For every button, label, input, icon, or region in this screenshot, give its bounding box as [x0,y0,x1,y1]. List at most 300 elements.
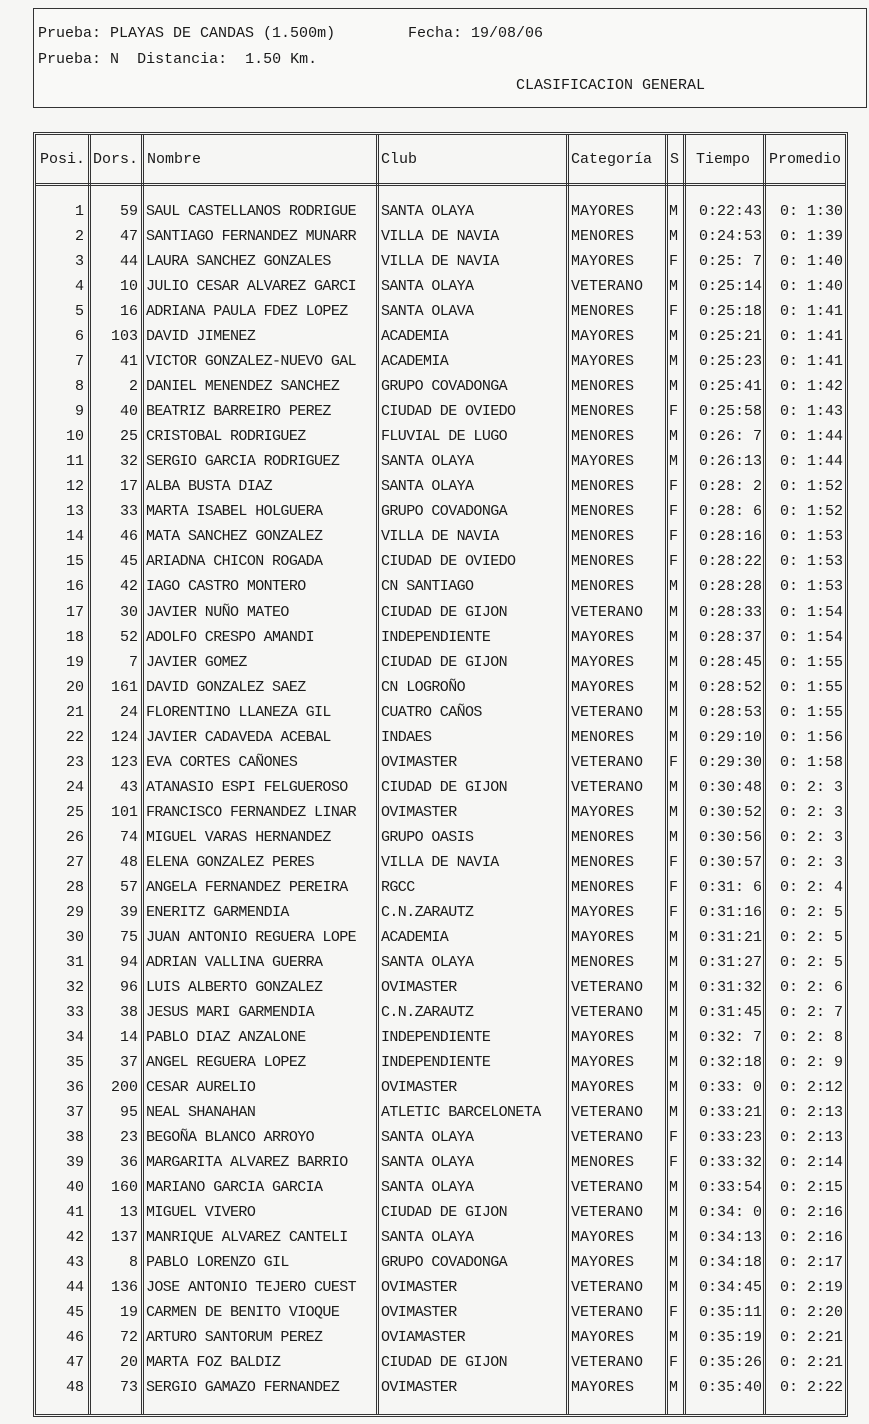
cell-categoria: VETERANO [571,603,644,621]
cell-categoria: MAYORES [571,1329,635,1347]
cell-promedio: 0: 1:55 [779,653,843,671]
cell-sexo: M [669,228,679,246]
cell-dors: 8 [128,1254,138,1272]
cell-categoria: MENORES [571,403,635,421]
table-row [36,1300,845,1325]
prueba-name: PLAYAS DE CANDAS (1.500m) [110,25,336,42]
cell-dors: 30 [119,603,138,621]
table-row [36,1375,845,1400]
cell-tiempo: 0:30:48 [698,778,762,796]
cell-posi: 43 [65,1254,84,1272]
table-row [36,274,845,299]
cell-posi: 12 [65,478,84,496]
cell-nombre: JAVIER GOMEZ [146,653,247,671]
cell-sexo: M [669,578,679,596]
cell-posi: 44 [65,1279,84,1297]
cell-dors: 44 [119,253,138,271]
distance-line [38,51,317,69]
cell-nombre: ALBA BUSTA DIAZ [146,478,273,496]
column-header-categoria: Categoría [571,151,653,168]
cell-promedio: 0: 1:39 [779,228,843,246]
cell-club: CIUDAD DE GIJON [381,603,508,621]
cell-dors: 103 [110,328,138,346]
cell-posi: 13 [65,503,84,521]
table-row [36,900,845,925]
cell-promedio: 0: 1:40 [779,253,843,271]
cell-club: RGCC [381,878,415,896]
cell-promedio: 0: 2: 6 [779,978,843,996]
cell-posi: 26 [65,828,84,846]
cell-sexo: F [669,478,679,496]
cell-nombre: LAURA SANCHEZ GONZALES [146,253,331,271]
table-row [36,1225,845,1250]
cell-club: C.N.ZARAUTZ [381,903,474,921]
cell-posi: 40 [65,1179,84,1197]
cell-dors: 101 [110,803,138,821]
cell-posi: 24 [65,778,84,796]
cell-club: SANTA OLAYA [381,1179,474,1197]
table-row [36,750,845,775]
cell-posi: 8 [74,378,84,396]
distancia-value: 1.50 Km. [245,51,318,68]
cell-posi: 29 [65,903,84,921]
cell-nombre: IAGO CASTRO MONTERO [146,578,306,596]
column-header-posi: Posi. [40,151,86,168]
results-table [33,132,848,1417]
cell-club: CIUDAD DE GIJON [381,1204,508,1222]
cell-promedio: 0: 2:13 [779,1129,843,1147]
cell-sexo: M [669,653,679,671]
cell-nombre: JAVIER CADAVEDA ACEBAL [146,728,331,746]
cell-nombre: CARMEN DE BENITO VIOQUE [146,1304,340,1322]
report-header [33,8,867,108]
table-row [36,825,845,850]
cell-categoria: MENORES [571,853,635,871]
prueba-code: N [110,51,120,68]
cell-nombre: DAVID JIMENEZ [146,328,256,346]
column-header-sexo: S [670,151,680,168]
cell-dors: 32 [119,453,138,471]
cell-sexo: M [669,1379,679,1397]
cell-categoria: VETERANO [571,703,644,721]
cell-promedio: 0: 2:13 [779,1104,843,1122]
cell-nombre: FLORENTINO LLANEZA GIL [146,703,331,721]
cell-dors: 19 [119,1304,138,1322]
cell-club: CUATRO CAÑOS [381,703,482,721]
cell-sexo: F [669,903,679,921]
cell-posi: 15 [65,553,84,571]
cell-categoria: MENORES [571,428,635,446]
cell-club: OVIMASTER [381,1079,457,1097]
cell-posi: 5 [74,303,84,321]
cell-club: CIUDAD DE GIJON [381,1354,508,1372]
cell-promedio: 0: 1:55 [779,703,843,721]
cell-nombre: SAUL CASTELLANOS RODRIGUE [146,203,357,220]
cell-tiempo: 0:28: 6 [698,503,762,521]
fecha-value: 19/08/06 [471,25,544,42]
cell-tiempo: 0:28: 2 [698,478,762,496]
cell-tiempo: 0:31:21 [698,928,762,946]
cell-tiempo: 0:22:43 [698,203,762,220]
cell-club: GRUPO OASIS [381,828,474,846]
cell-categoria: MENORES [571,528,635,546]
cell-categoria: VETERANO [571,1304,644,1322]
fecha-label: Fecha: [408,25,463,42]
cell-sexo: M [669,628,679,646]
cell-dors: 20 [119,1354,138,1372]
cell-nombre: ANGELA FERNANDEZ PEREIRA [146,878,348,896]
cell-nombre: MANRIQUE ALVAREZ CANTELI [146,1229,348,1247]
cell-posi: 31 [65,953,84,971]
cell-tiempo: 0:34: 0 [698,1204,762,1222]
cell-tiempo: 0:28:53 [698,703,762,721]
cell-club: INDEPENDIENTE [381,628,491,646]
cell-tiempo: 0:28:33 [698,603,762,621]
cell-dors: 96 [119,978,138,996]
cell-posi: 23 [65,753,84,771]
cell-dors: 74 [119,828,138,846]
cell-sexo: F [669,528,679,546]
cell-nombre: MARGARITA ALVAREZ BARRIO [146,1154,348,1172]
cell-club: OVIMASTER [381,1304,457,1322]
table-row [36,499,845,524]
cell-nombre: CRISTOBAL RODRIGUEZ [146,428,306,446]
cell-dors: 42 [119,578,138,596]
cell-club: VILLA DE NAVIA [381,853,499,871]
table-row [36,675,845,700]
cell-club: VILLA DE NAVIA [381,253,499,271]
cell-categoria: VETERANO [571,278,644,296]
cell-dors: 24 [119,703,138,721]
cell-nombre: LUIS ALBERTO GONZALEZ [146,978,323,996]
cell-posi: 46 [65,1329,84,1347]
cell-posi: 19 [65,653,84,671]
cell-categoria: MAYORES [571,628,635,646]
cell-promedio: 0: 2: 8 [779,1029,843,1047]
cell-nombre: JAVIER NUÑO MATEO [146,603,289,621]
cell-promedio: 0: 2:12 [779,1079,843,1097]
cell-promedio: 0: 2:21 [779,1354,843,1372]
cell-sexo: M [669,678,679,696]
cell-club: SANTA OLAVA [381,303,474,321]
cell-sexo: M [669,828,679,846]
cell-tiempo: 0:25:14 [698,278,762,296]
table-row [36,1125,845,1150]
table-row [36,1175,845,1200]
cell-sexo: M [669,778,679,796]
table-row [36,1025,845,1050]
cell-posi: 30 [65,928,84,946]
cell-club: VILLA DE NAVIA [381,228,499,246]
cell-sexo: F [669,303,679,321]
table-row [36,625,845,650]
cell-dors: 16 [119,303,138,321]
fecha-line [408,25,543,43]
column-header-tiempo: Tiempo [696,151,751,168]
cell-posi: 17 [65,603,84,621]
cell-club: CIUDAD DE OVIEDO [381,403,516,421]
cell-posi: 7 [74,353,84,371]
cell-posi: 21 [65,703,84,721]
cell-club: ACADEMIA [381,928,449,946]
cell-tiempo: 0:28:22 [698,553,762,571]
cell-dors: 17 [119,478,138,496]
cell-sexo: F [669,1354,679,1372]
cell-sexo: M [669,428,679,446]
cell-promedio: 0: 2:15 [779,1179,843,1197]
cell-dors: 2 [128,378,138,396]
cell-promedio: 0: 2: 7 [779,1004,843,1021]
cell-club: CIUDAD DE OVIEDO [381,553,516,571]
table-row [36,1250,845,1275]
table-row [36,950,845,975]
cell-club: ACADEMIA [381,328,449,346]
cell-categoria: VETERANO [571,1204,644,1222]
cell-tiempo: 0:33:54 [698,1179,762,1197]
cell-categoria: MENORES [571,303,635,321]
cell-promedio: 0: 2:19 [779,1279,843,1297]
cell-posi: 32 [65,978,84,996]
cell-tiempo: 0:31:27 [698,953,762,971]
cell-posi: 45 [65,1304,84,1322]
cell-promedio: 0: 2: 9 [779,1054,843,1072]
cell-tiempo: 0:30:57 [698,853,762,871]
table-row [36,600,845,625]
cell-tiempo: 0:28:28 [698,578,762,596]
cell-nombre: BEATRIZ BARREIRO PEREZ [146,403,331,421]
cell-sexo: F [669,403,679,421]
cell-club: OVIMASTER [381,803,457,821]
cell-nombre: VICTOR GONZALEZ-NUEVO GAL [146,353,357,371]
cell-tiempo: 0:25:58 [698,403,762,421]
table-row [36,324,845,349]
table-row [36,474,845,499]
cell-club: GRUPO COVADONGA [381,1254,508,1272]
table-row [36,424,845,449]
table-row [36,875,845,900]
cell-nombre: MARTA ISABEL HOLGUERA [146,503,323,521]
cell-club: INDEPENDIENTE [381,1054,491,1072]
cell-nombre: MARTA FOZ BALDIZ [146,1354,281,1372]
cell-dors: 124 [110,728,138,746]
cell-posi: 22 [65,728,84,746]
cell-posi: 42 [65,1229,84,1247]
cell-dors: 73 [119,1379,138,1397]
cell-dors: 52 [119,628,138,646]
cell-posi: 16 [65,578,84,596]
cell-nombre: EVA CORTES CAÑONES [146,753,298,771]
cell-categoria: VETERANO [571,1354,644,1372]
cell-categoria: MENORES [571,378,635,396]
cell-dors: 95 [119,1104,138,1122]
cell-sexo: M [669,203,679,220]
cell-promedio: 0: 2: 5 [779,903,843,921]
cell-dors: 160 [110,1179,138,1197]
cell-tiempo: 0:33:21 [698,1104,762,1122]
cell-categoria: MAYORES [571,453,635,471]
cell-posi: 48 [65,1379,84,1397]
cell-nombre: ATANASIO ESPI FELGUEROSO [146,778,348,796]
cell-promedio: 0: 1:44 [779,453,843,471]
cell-categoria: MENORES [571,728,635,746]
cell-tiempo: 0:33: 0 [698,1079,762,1097]
table-row [36,1150,845,1175]
cell-sexo: F [669,1129,679,1147]
cell-nombre: ADRIANA PAULA FDEZ LOPEZ [146,303,348,321]
cell-club: CIUDAD DE GIJON [381,653,508,671]
cell-nombre: PABLO LORENZO GIL [146,1254,289,1272]
cell-categoria: MAYORES [571,653,635,671]
cell-tiempo: 0:28:45 [698,653,762,671]
table-row [36,925,845,950]
cell-categoria: MAYORES [571,1379,635,1397]
cell-categoria: MAYORES [571,353,635,371]
cell-nombre: ARIADNA CHICON ROGADA [146,553,323,571]
cell-tiempo: 0:33:23 [698,1129,762,1147]
column-header-dors: Dors. [93,151,139,168]
cell-sexo: M [669,378,679,396]
cell-nombre: CESAR AURELIO [146,1079,256,1097]
cell-categoria: MENORES [571,578,635,596]
cell-categoria: MENORES [571,878,635,896]
cell-nombre: ELENA GONZALEZ PERES [146,853,315,871]
cell-categoria: MAYORES [571,1254,635,1272]
cell-club: SANTA OLAYA [381,1229,474,1247]
cell-nombre: DAVID GONZALEZ SAEZ [146,678,306,696]
cell-tiempo: 0:30:56 [698,828,762,846]
cell-posi: 27 [65,853,84,871]
cell-promedio: 0: 2:20 [779,1304,843,1322]
cell-dors: 136 [110,1279,138,1297]
cell-posi: 2 [74,228,84,246]
table-row [36,199,845,224]
cell-club: ATLETIC BARCELONETA [381,1104,541,1122]
cell-posi: 25 [65,803,84,821]
cell-categoria: MENORES [571,553,635,571]
cell-sexo: F [669,503,679,521]
cell-posi: 18 [65,628,84,646]
cell-club: SANTA OLAYA [381,453,474,471]
cell-promedio: 0: 2:22 [779,1379,843,1397]
cell-categoria: MAYORES [571,928,635,946]
cell-dors: 137 [110,1229,138,1247]
cell-club: ACADEMIA [381,353,449,371]
cell-nombre: NEAL SHANAHAN [146,1104,256,1122]
cell-posi: 11 [65,453,84,471]
cell-nombre: ADRIAN VALLINA GUERRA [146,953,323,971]
cell-nombre: ENERITZ GARMENDIA [146,903,289,921]
cell-tiempo: 0:30:52 [698,803,762,821]
cell-nombre: JULIO CESAR ALVAREZ GARCI [146,278,357,296]
cell-club: SANTA OLAYA [381,278,474,296]
cell-club: SANTA OLAYA [381,1154,474,1172]
cell-categoria: MAYORES [571,203,635,220]
cell-dors: 39 [119,903,138,921]
table-row [36,975,845,1000]
cell-categoria: VETERANO [571,978,644,996]
cell-nombre: SERGIO GAMAZO FERNANDEZ [146,1379,340,1397]
cell-promedio: 0: 1:54 [779,603,843,621]
cell-nombre: ANGEL REGUERA LOPEZ [146,1054,306,1072]
cell-tiempo: 0:31:32 [698,978,762,996]
cell-posi: 28 [65,878,84,896]
table-row [36,299,845,324]
cell-tiempo: 0:35:40 [698,1379,762,1397]
cell-posi: 39 [65,1154,84,1172]
table-row [36,1350,845,1375]
cell-dors: 46 [119,528,138,546]
cell-categoria: MENORES [571,478,635,496]
cell-sexo: M [669,1029,679,1047]
cell-categoria: MENORES [571,1154,635,1172]
cell-promedio: 0: 2:17 [779,1254,843,1272]
cell-nombre: MARIANO GARCIA GARCIA [146,1179,323,1197]
table-row [36,1100,845,1125]
cell-tiempo: 0:35:11 [698,1304,762,1322]
cell-sexo: F [669,553,679,571]
table-row [36,549,845,574]
cell-posi: 37 [65,1104,84,1122]
cell-posi: 34 [65,1029,84,1047]
cell-club: SANTA OLAYA [381,953,474,971]
cell-nombre: MIGUEL VARAS HERNANDEZ [146,828,331,846]
cell-nombre: ADOLFO CRESPO AMANDI [146,628,315,646]
prueba2-label: Prueba: [38,51,102,68]
cell-promedio: 0: 2: 3 [779,828,843,846]
cell-nombre: SERGIO GARCIA RODRIGUEZ [146,453,340,471]
cell-promedio: 0: 1:30 [779,203,843,220]
cell-dors: 10 [119,278,138,296]
cell-categoria: VETERANO [571,1179,644,1197]
cell-tiempo: 0:29:30 [698,753,762,771]
cell-club: INDEPENDIENTE [381,1029,491,1047]
cell-dors: 57 [119,878,138,896]
cell-promedio: 0: 2:16 [779,1204,843,1222]
cell-dors: 161 [110,678,138,696]
cell-promedio: 0: 2: 5 [779,928,843,946]
cell-sexo: M [669,978,679,996]
cell-dors: 123 [110,753,138,771]
table-row [36,1200,845,1225]
cell-tiempo: 0:25:18 [698,303,762,321]
table-row [36,399,845,424]
cell-sexo: M [669,1254,679,1272]
cell-nombre: FRANCISCO FERNANDEZ LINAR [146,803,357,821]
cell-sexo: M [669,803,679,821]
cell-promedio: 0: 1:53 [779,578,843,596]
table-row [36,449,845,474]
cell-sexo: F [669,878,679,896]
cell-dors: 38 [119,1004,138,1021]
cell-tiempo: 0:26: 7 [698,428,762,446]
cell-tiempo: 0:29:10 [698,728,762,746]
cell-categoria: MAYORES [571,328,635,346]
cell-dors: 59 [119,203,138,220]
cell-posi: 10 [65,428,84,446]
cell-sexo: M [669,278,679,296]
cell-dors: 47 [119,228,138,246]
cell-posi: 3 [74,253,84,271]
cell-promedio: 0: 1:52 [779,478,843,496]
cell-promedio: 0: 2: 5 [779,953,843,971]
cell-club: OVIMASTER [381,1279,457,1297]
cell-dors: 36 [119,1154,138,1172]
cell-dors: 40 [119,403,138,421]
cell-posi: 14 [65,528,84,546]
cell-club: CN LOGROÑO [381,678,466,696]
cell-categoria: MAYORES [571,1079,635,1097]
cell-categoria: MENORES [571,953,635,971]
